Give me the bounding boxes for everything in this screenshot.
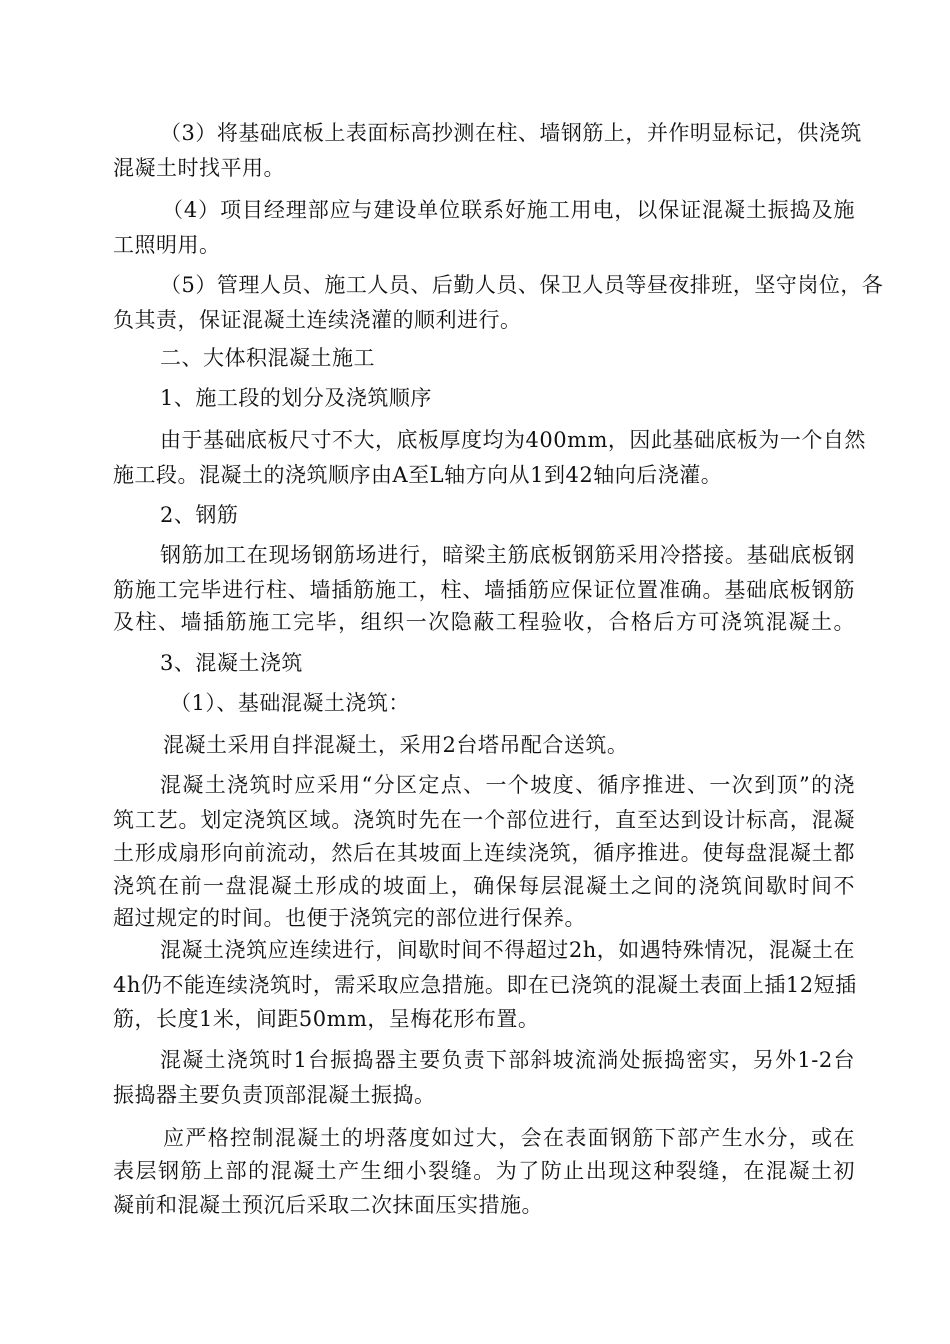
text-line: 筋，长度1米，间距50mm，呈梅花形布置。 <box>113 1007 540 1031</box>
text-line: 混凝土时找平用。 <box>113 156 285 180</box>
text-line: 钢筋加工在现场钢筋场进行，暗梁主筋底板钢筋采用冷搭接。基础底板钢 <box>160 543 855 567</box>
text-line: 混凝土浇筑时应采用“分区定点、一个坡度、循序推进、一次到顶”的浇 <box>160 773 855 797</box>
text-line: 混凝土浇筑时1台振捣器主要负责下部斜坡流淌处振捣密实，另外1-2台 <box>160 1048 855 1072</box>
text-line: （5）管理人员、施工人员、后勤人员、保卫人员等昼夜排班，坚守岗位，各 <box>160 273 884 297</box>
text-line: 筋施工完毕进行柱、墙插筋施工，柱、墙插筋应保证位置准确。基础底板钢筋 <box>113 578 855 602</box>
text-line: 工照明用。 <box>113 233 221 257</box>
text-line: 表层钢筋上部的混凝土产生细小裂缝。为了防止出现这种裂缝，在混凝土初 <box>113 1159 855 1183</box>
text-line: 二、大体积混凝土施工 <box>160 346 375 370</box>
text-line: 土形成扇形向前流动，然后在其坡面上连续浇筑，循序推进。使每盘混凝土都 <box>113 841 855 865</box>
text-line: 4h仍不能连续浇筑时，需采取应急措施。即在已浇筑的混凝土表面上插12短插 <box>113 973 857 997</box>
text-line: （3）将基础底板上表面标高抄测在柱、墙钢筋上，并作明显标记，供浇筑 <box>160 121 862 145</box>
text-line: 应严格控制混凝土的坍落度如过大，会在表面钢筋下部产生水分，或在 <box>163 1126 855 1150</box>
text-line: 由于基础底板尺寸不大，底板厚度均为400mm，因此基础底板为一个自然 <box>160 428 866 452</box>
text-line: （4）项目经理部应与建设单位联系好施工用电，以保证混凝土振捣及施 <box>162 198 855 222</box>
text-line: 筑工艺。划定浇筑区域。浇筑时先在一个部位进行，直至达到设计标高，混凝 <box>113 808 855 832</box>
text-line: 混凝土浇筑应连续进行，间歇时间不得超过2h，如遇特殊情况，混凝土在 <box>160 938 855 962</box>
text-line: 及柱、墙插筋施工完毕，组织一次隐蔽工程验收，合格后方可浇筑混凝土。 <box>113 610 855 634</box>
text-line: 振捣器主要负责顶部混凝土振捣。 <box>113 1083 436 1107</box>
text-line: 施工段。混凝土的浇筑顺序由A至L轴方向从1到42轴向后浇灌。 <box>113 463 723 487</box>
text-line: 凝前和混凝土预沉后采取二次抹面压实措施。 <box>113 1193 543 1217</box>
text-line: 浇筑在前一盘混凝土形成的坡面上，确保每层混凝土之间的浇筑间歇时间不 <box>113 874 855 898</box>
text-line: 超过规定的时间。也便于浇筑完的部位进行保养。 <box>113 906 586 930</box>
text-line: 混凝土采用自拌混凝土，采用2台塔吊配合送筑。 <box>163 733 629 757</box>
text-line: 3、混凝土浇筑 <box>160 651 303 675</box>
text-line: 1、施工段的划分及浇筑顺序 <box>160 386 432 410</box>
text-line: 2、钢筋 <box>160 503 239 527</box>
text-line: 负其责，保证混凝土连续浇灌的顺利进行。 <box>113 308 522 332</box>
text-line: （1）、基础混凝土浇筑： <box>170 691 410 715</box>
